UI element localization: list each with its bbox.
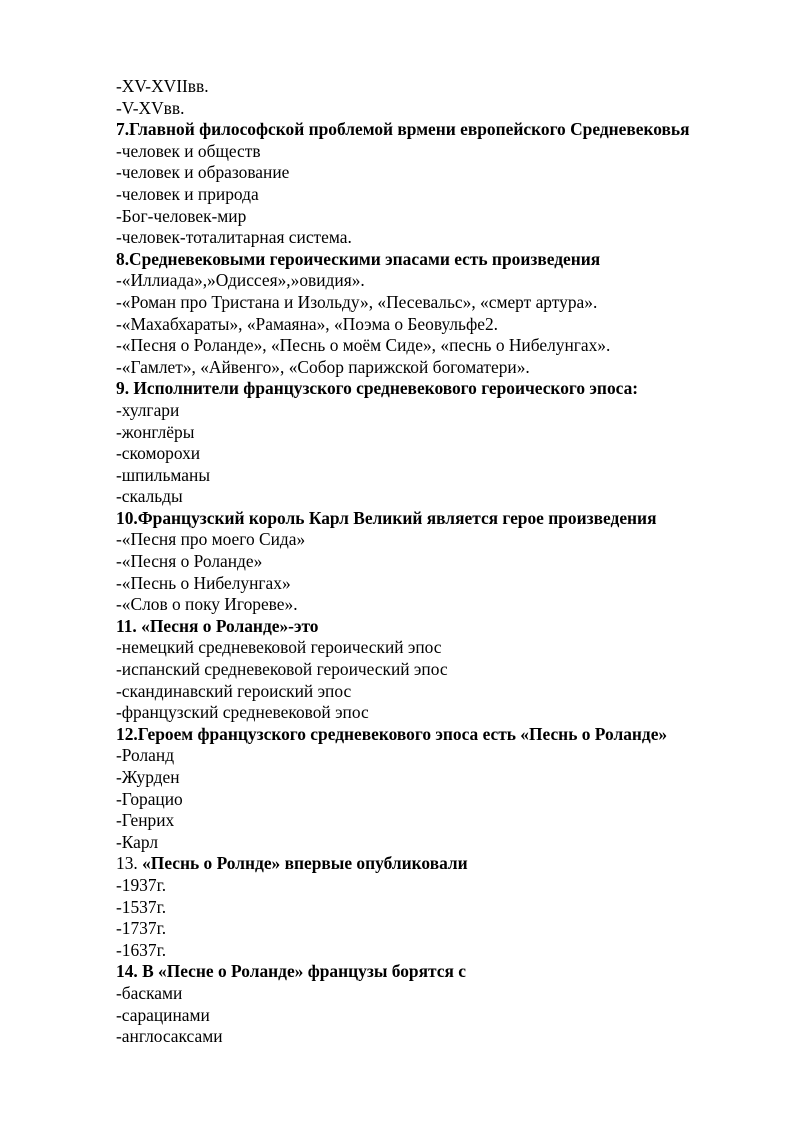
answer-option: -жонглёры bbox=[116, 421, 195, 442]
answer-option: -басками bbox=[116, 982, 183, 1003]
answer-option: -«Песня о Роланде», «Песнь о моём Сиде», «песнь о Нибелунгах». bbox=[116, 335, 611, 356]
question-13-title: «Песнь о Ролнде» впервые опубликовали bbox=[142, 853, 468, 874]
question-13-number: 13. bbox=[116, 853, 138, 874]
answer-option: -«Песнь о Нибелунгах» bbox=[116, 572, 291, 593]
answer-option: -Журден bbox=[116, 767, 180, 787]
answer-option: -испанский средневековой героический эпос bbox=[116, 659, 448, 680]
question-12-title: 12.Героем французского средневекового эпоса есть «Песнь о Роланде» bbox=[116, 723, 668, 744]
question-10-title: 10.Французский король Карл Великий является герое произведения bbox=[116, 507, 657, 528]
answer-option: -человек и обществ bbox=[116, 140, 261, 161]
answer-option: -XV-XVIIвв. bbox=[116, 76, 209, 96]
question-8-title: 8.Средневековыми героическими эпасами есть произведения bbox=[116, 248, 601, 269]
answer-option: -«Махабхараты», «Рамаяна», «Поэма о Беовульфе2. bbox=[116, 313, 499, 334]
answer-option: -человек и образование bbox=[116, 162, 290, 183]
answer-option: -англосаксами bbox=[116, 1026, 223, 1047]
question-11-title: 11. «Песня о Роланде»-это bbox=[116, 615, 319, 636]
answer-option: -«Гамлет», «Айвенго», «Собор парижской богоматери». bbox=[116, 356, 530, 377]
answer-option: -«Песня о Роланде» bbox=[116, 551, 263, 572]
answer-option: -человек-тоталитарная система. bbox=[116, 227, 352, 248]
answer-option: -скальды bbox=[116, 486, 183, 507]
answer-option: -1737г. bbox=[116, 918, 167, 939]
answer-option: -Роланд bbox=[116, 745, 175, 766]
document-body bbox=[116, 76, 766, 1048]
answer-option: -1537г. bbox=[116, 896, 167, 917]
answer-option: -шпильманы bbox=[116, 464, 211, 485]
answer-option: -французский средневековой эпос bbox=[116, 702, 369, 723]
question-14-title: 14. В «Песне о Роланде» французы борятся с bbox=[116, 961, 466, 982]
answer-option: -1637г. bbox=[116, 939, 167, 960]
answer-option: -Карл bbox=[116, 831, 159, 852]
question-9-title: 9. Исполнители французского средневекового героического эпоса: bbox=[116, 378, 639, 399]
answer-option: -«Роман про Тристана и Изольду», «Песевальс», «смерт артура». bbox=[116, 291, 598, 312]
question-7-title: 7.Главной философской проблемой врмени европейского Средневековья bbox=[116, 119, 690, 140]
answer-option: -скоморохи bbox=[116, 443, 201, 464]
answer-option: -Генрих bbox=[116, 810, 175, 831]
answer-option: -«Слов о поку Игореве». bbox=[116, 594, 298, 615]
question-13-heading bbox=[116, 853, 766, 875]
answer-option: -«Иллиада»,»Одиссея»,»овидия». bbox=[116, 270, 365, 291]
answer-option: -сарацинами bbox=[116, 1004, 210, 1025]
answer-option: -немецкий средневековой героический эпос bbox=[116, 637, 442, 658]
answer-option: -1937г. bbox=[116, 874, 167, 895]
answer-option: -«Песня про моего Сида» bbox=[116, 529, 306, 550]
answer-option: -V-XVвв. bbox=[116, 97, 185, 118]
answer-option: -скандинавский героиский эпос bbox=[116, 680, 352, 701]
answer-option: -Горацио bbox=[116, 788, 183, 809]
answer-option: -Бог-человек-мир bbox=[116, 205, 247, 226]
answer-option: -хулгари bbox=[116, 399, 180, 420]
answer-option: -человек и природа bbox=[116, 183, 259, 204]
